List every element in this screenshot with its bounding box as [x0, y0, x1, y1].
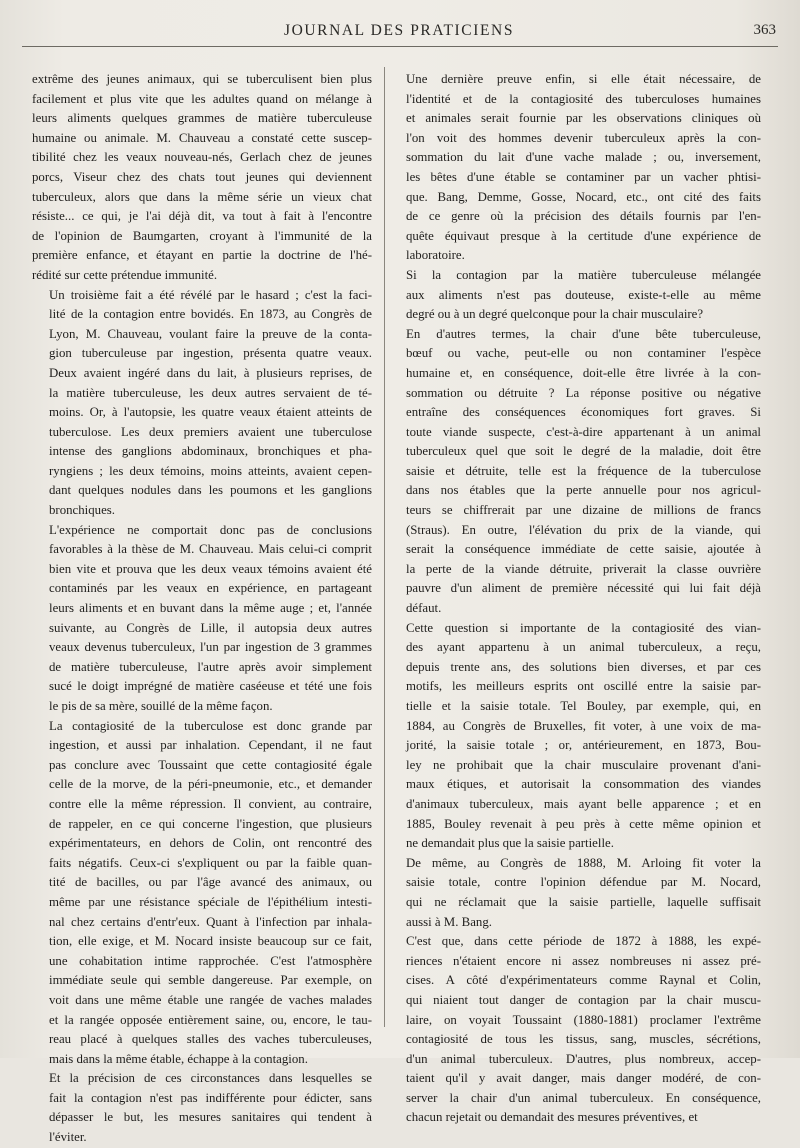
text-line: l'on voit des hommes devenir tuberculeux après la con-	[406, 130, 761, 145]
text-line: leurs aliments quelques grammes de matière tuberculeuse	[32, 111, 372, 126]
text-line: la matière tuberculeuse, les deux autres servaient de té-	[49, 385, 372, 400]
text-line: dépasser le but, les mesures sanitaires qui tendent à	[49, 1110, 372, 1125]
text-line: Un troisième fait a été révélé par le hasard ; c'est la faci-	[49, 287, 372, 302]
text-line: aux aliments n'est pas douteuse, existe-t-elle au même	[406, 287, 761, 302]
text-line: depuis trente ans, des solutions bien diverses, et par ces	[406, 659, 761, 674]
text-line: reau placé à quelques stalles des vaches tuberculeuses,	[49, 1032, 372, 1047]
text-line: motifs, les meilleurs esprits ont oscillé entre la saisie par-	[406, 679, 761, 694]
text-line: qui ne réclamait que la saisie partielle, laquelle suffisait	[406, 894, 761, 909]
text-line: lité de la contagion entre bovidés. En 1873, au Congrès de	[49, 307, 372, 322]
text-line: résiste... ce qui, je l'ai déjà dit, va tout à fait à l'encontre	[32, 209, 372, 224]
paragraph	[389, 325, 761, 619]
text-line: dans nos étables que la perte annuelle pour nos agricul-	[406, 483, 761, 498]
text-line: serait la conséquence immédiate de cette saisie, ajoutée à	[406, 542, 761, 557]
text-line: bœuf ou vache, peut-elle ou non contaminer l'espèce	[406, 346, 761, 361]
text-line: l'éviter.	[49, 1130, 87, 1145]
paragraph	[389, 619, 761, 854]
paragraph	[389, 70, 761, 266]
right-column	[389, 70, 761, 1128]
text-line: bronchiques.	[49, 503, 115, 518]
text-line: tielle et la saisie totale. Tel Bouley, par exemple, qui, en	[406, 699, 761, 713]
text-line: dant quelques nodules dans les poumons et les ganglions	[49, 483, 372, 498]
text-line: sommation du lait d'une vache malade ; ou, inversement,	[406, 150, 761, 165]
text-line: de rappeler, en ce qui concerne l'ingestion, que plusieurs	[49, 816, 372, 831]
text-line: Cette question si importante de la contagiosité des vian-	[406, 620, 761, 635]
text-line: la perte de la viande détruite, priverait la classe ouvrière	[406, 561, 761, 576]
text-line: contaminés par les veaux en expérience, en partageant	[49, 581, 372, 596]
text-line: les bêtes d'une étable se contaminer par un vacher phtisi-	[406, 169, 761, 184]
paragraph	[389, 932, 761, 1128]
text-line: de l'opinion de Baumgarten, croyant à l'immunité de la	[32, 228, 372, 243]
running-title: JOURNAL DES PRATICIENS	[283, 22, 515, 39]
page-header	[22, 20, 776, 46]
text-line: veaux devenus tuberculeux, l'un par ingestion de 3 grammes	[49, 640, 372, 655]
text-line: degré ou à un degré quelconque pour la chair musculaire?	[406, 307, 704, 322]
text-line: tuberculeux quel que soit le degré de la maladie, doit être	[406, 444, 761, 459]
text-line: Une dernière preuve enfin, si elle était nécessaire, de	[406, 72, 761, 86]
text-line: qui niaient tout danger de contagion par la chair muscu-	[406, 992, 761, 1007]
text-line: humaine ou animale. M. Chauveau a constaté cette suscep-	[32, 130, 372, 145]
text-line: voit dans une même étable une rangée de vaches malades	[49, 992, 372, 1007]
text-line: humaine et, en conséquence, doit-elle être livrée à la con-	[406, 365, 761, 380]
text-line: contagiosité de tous les tissus, sang, muscles, sécrétions,	[406, 1032, 761, 1047]
text-line: celle de la morve, de la péri-pneumonie, etc., et demander	[49, 777, 372, 792]
paragraph	[389, 266, 761, 325]
text-line: tuberculeux, alors que dans la même série un vieux chat	[32, 189, 372, 204]
text-line: et animales serait fournie par les observations cliniques où	[406, 111, 761, 126]
text-line: rédité sur cette prétendue immunité.	[32, 267, 218, 282]
text-line: tité de bacilles, ou par l'âge avancé des animaux, ou	[49, 875, 372, 890]
text-line: de ce genre où la précision des détails fournis par l'en-	[406, 209, 761, 224]
text-line: intense des ganglions abdominaux, bronchiques et pha-	[49, 444, 372, 459]
text-line: l'identité et de la contagiosité des tuberculoses humaines	[406, 91, 761, 106]
text-line: De même, au Congrès de 1888, M. Arloing fit voter la	[406, 855, 761, 870]
page-number: 363	[753, 22, 776, 38]
paragraph	[32, 70, 372, 286]
text-line: Lyon, M. Chauveau, voulant faire la preuve de la conta-	[49, 326, 372, 341]
text-line: bien vite et prouva que les deux veaux témoins avaient été	[49, 561, 372, 576]
text-line: une cohabitation intime rapprochée. C'est l'atmosphère	[49, 953, 372, 968]
text-line: expérimentateurs, en dehors de Colin, ont rencontré des	[49, 836, 372, 851]
text-line: taient qu'il y avait danger, mais danger modéré, de con-	[406, 1071, 761, 1086]
text-line: ingestion, et aussi par inhalation. Cependant, il ne faut	[49, 738, 372, 753]
text-line: L'expérience ne comportait donc pas de conclusions	[49, 522, 372, 537]
text-line: le pis de sa mère, souillé de la même façon.	[49, 699, 273, 713]
text-line: saisie et détruite, telle est la fréquence de la tuberculose	[406, 463, 761, 478]
text-line: gion tuberculeuse par ingestion, présenta quatre veaux.	[49, 346, 372, 361]
text-line: saisie totale, contre l'opinion défendue par M. Nocard,	[406, 875, 761, 890]
text-line: chacun rejetait ou demandait des mesures préventives, et	[406, 1110, 698, 1125]
paragraph	[32, 717, 372, 1070]
text-line: première enfance, et étayant en partie la doctrine de l'hé-	[32, 248, 372, 263]
left-column	[32, 70, 372, 1148]
text-line: moins. Or, à l'autopsie, les quatre veaux étaient atteints de	[49, 405, 372, 420]
text-line: même par une résistance spéciale de l'épithélium intesti-	[49, 894, 372, 909]
paragraph	[32, 1069, 372, 1147]
text-line: d'animaux tuberculeux, mais ayant belle apparence ; et en	[406, 796, 761, 811]
text-line: ley ne prohibait que la chair musculaire provenant d'ani-	[406, 757, 761, 772]
paragraph	[32, 521, 372, 717]
text-line: 1885, Bouley revenait à peu près à cette même opinion et	[406, 816, 761, 831]
paragraph	[32, 286, 372, 521]
text-line: cises. A côté d'expérimentateurs comme Raynal et Colin,	[406, 973, 761, 988]
text-line: (Straus). En outre, l'élévation du prix de la viande, qui	[406, 522, 761, 537]
text-line: faits négatifs. Ceux-ci s'expliquent ou par la faible quan-	[49, 855, 372, 870]
text-line: mais dans la même étable, échappe à la contagion.	[49, 1051, 308, 1066]
text-line: facilement et plus vite que les adultes quand on mélange à	[32, 91, 372, 106]
text-line: pas conclure avec Toussaint que cette contagiosité égale	[49, 757, 372, 772]
text-line: fait la contagion n'est pas indifférente pour édicter, sans	[49, 1090, 372, 1105]
text-line: ne demandait plus que la saisie partielle.	[406, 836, 614, 851]
text-line: porcs, Viseur chez des chats tout jeunes qui deviennent	[32, 169, 372, 184]
text-line: Et la précision de ces circonstances dans lesquelles se	[49, 1071, 372, 1086]
text-line: jorité, la saisie totale ; or, antérieurement, en 1873, Bou-	[406, 738, 761, 753]
text-line: immédiate seule qui semble dangereuse. Par exemple, on	[49, 973, 372, 988]
text-line: tibilité chez les veaux nouveau-nés, Gerlach chez de jeunes	[32, 150, 372, 165]
text-line: ryngiens ; les deux témoins, moins atteints, avaient cepen-	[49, 463, 372, 478]
text-line: laboratoire.	[406, 248, 465, 263]
paragraph	[389, 854, 761, 932]
text-line: que. Bang, Demme, Gosse, Nocard, etc., ont cité des faits	[406, 189, 761, 204]
text-line: server la chair d'un animal tuberculeux. En conséquence,	[406, 1090, 761, 1105]
text-line: nal chez certains d'entr'eux. Quant à l'infection par inhala-	[49, 914, 372, 929]
text-line: sommation ou détruite ? La réponse positive ou négative	[406, 385, 761, 400]
text-line: teurs se chiffrerait par une dizaine de millions de francs	[406, 503, 761, 518]
text-line: des ayant appartenu à un animal tuberculeux, a reçu,	[406, 640, 761, 655]
text-line: leurs aliments et en buvant dans la même auge ; et, l'année	[49, 601, 372, 616]
text-line: riences n'étaient encore ni assez nombreuses ni assez pré-	[406, 953, 761, 968]
text-line: contre elle la même répression. Il convient, au contraire,	[49, 796, 372, 811]
text-line: aussi à M. Bang.	[406, 914, 492, 929]
text-line: laire, on voyait Toussaint (1880-1881) proclamer l'extrême	[406, 1012, 761, 1027]
text-line: sucé le doigt imprégné de matière caséeuse et tété une fois	[49, 679, 372, 694]
text-line: pauvre d'un aliment de première nécessité qui lui fait déjà	[406, 581, 761, 596]
text-line: Si la contagion par la matière tuberculeuse mélangée	[406, 267, 761, 282]
text-line: tion, elle exige, et M. Nocard insiste beaucoup sur ce fait,	[49, 934, 372, 949]
text-line: maux étiques, et autorisait la consommation des viandes	[406, 777, 761, 792]
text-line: tuberculose. Les deux premiers avaient une tuberculose	[49, 424, 372, 439]
text-line: La contagiosité de la tuberculose est donc grande par	[49, 718, 372, 733]
text-line: suivante, au Congrès de Lille, il autopsia deux autres	[49, 620, 372, 635]
header-rule	[22, 46, 778, 47]
text-line: défaut.	[406, 601, 442, 616]
text-line: d'un animal tuberculeux. D'autres, plus nombreux, accep-	[406, 1051, 761, 1066]
text-line: quête équivaut presque à la certitude d'une expérience de	[406, 228, 761, 243]
text-line: toute viande suspecte, c'est-à-dire appartenant à un animal	[406, 424, 761, 439]
text-line: de matière tuberculeuse, l'autre après avoir simplement	[49, 659, 372, 674]
column-divider	[384, 67, 385, 1027]
text-line: En d'autres termes, la chair d'une bête tuberculeuse,	[406, 326, 761, 341]
text-line: Deux avaient ingéré dans du lait, à plusieurs reprises, de	[49, 365, 372, 380]
text-line: C'est que, dans cette période de 1872 à 1888, les expé-	[406, 934, 761, 949]
text-line: 1884, au Congrès de Bruxelles, fit voter, à une voix de ma-	[406, 718, 761, 733]
text-line: extrême des jeunes animaux, qui se tuberculisent bien plus	[32, 72, 372, 86]
text-line: favorables à la thèse de M. Chauveau. Mais celui-ci comprit	[49, 542, 372, 557]
text-line: et la rangée opposée entièrement saine, ou, encore, le tau-	[49, 1012, 372, 1027]
text-line: entraîne des conséquences économiques fort graves. Si	[406, 405, 761, 420]
